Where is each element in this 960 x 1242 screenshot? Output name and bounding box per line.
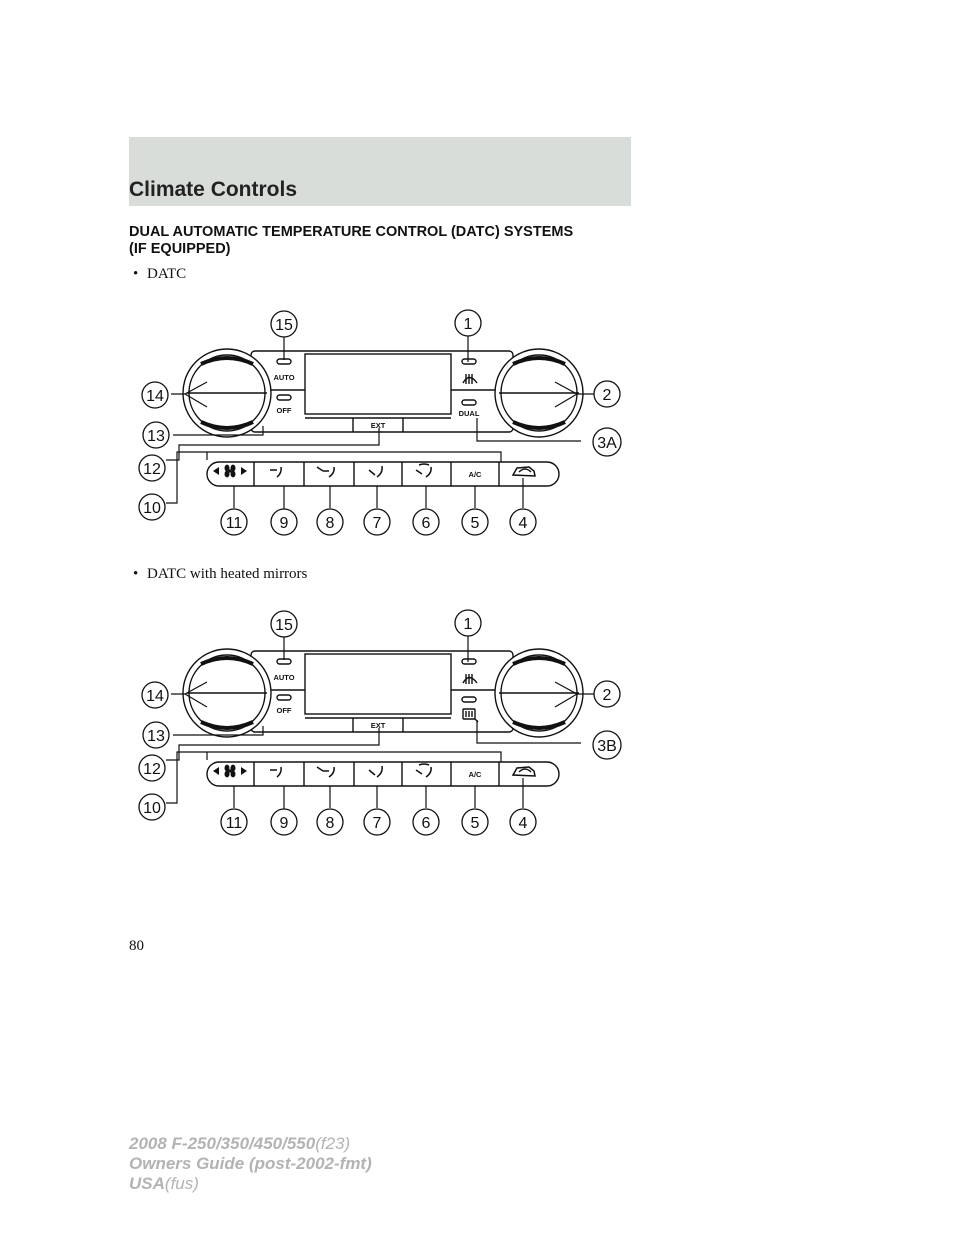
callout-6: 6 [421, 815, 431, 832]
off-button[interactable]: OFF [276, 406, 292, 415]
defrost-indicator [462, 359, 476, 364]
off-indicator [277, 695, 291, 700]
callout-7: 7 [372, 815, 382, 832]
footer-line-1: 2008 F-250/350/450/550(f23) [129, 1134, 351, 1153]
bullet-datc-text: DATC [147, 266, 187, 282]
max-recirculation-icon[interactable] [513, 467, 535, 476]
heading-line-2: (IF EQUIPPED) [129, 241, 231, 257]
max-recirculation-icon[interactable] [513, 767, 535, 776]
panel-floor-icon[interactable] [317, 467, 334, 477]
callout-5: 5 [470, 815, 480, 832]
footer-line-3: USA(fus) [129, 1174, 199, 1193]
ac-button[interactable]: A/C [468, 470, 482, 479]
callout-11: 11 [225, 815, 243, 832]
callout-1: 1 [463, 616, 473, 633]
fan-icon [225, 465, 236, 478]
callout-12: 12 [143, 461, 161, 478]
section-heading [129, 224, 573, 258]
mode-button-strip [207, 762, 559, 786]
bullet-datc-heated-mirrors: • DATC with heated mirrors [133, 566, 308, 582]
display-screen [305, 354, 451, 414]
callout-4: 4 [518, 515, 528, 532]
off-button[interactable]: OFF [276, 706, 292, 715]
off-indicator [277, 395, 291, 400]
panel-floor-icon[interactable] [317, 767, 334, 777]
callout-4: 4 [518, 815, 528, 832]
display-screen [305, 654, 451, 714]
callout-11: 11 [225, 515, 243, 532]
fan-icon [225, 765, 236, 778]
ext-button[interactable]: EXT [370, 721, 386, 730]
callout-10: 10 [143, 800, 161, 817]
footer-line-2: Owners Guide (post-2002-fmt) [129, 1154, 372, 1173]
document-footer [129, 1134, 372, 1194]
heated-mirror-indicator [462, 697, 476, 702]
callout-5: 5 [470, 515, 480, 532]
callout-1: 1 [463, 316, 473, 333]
datc-heated-mirrors-control-diagram [129, 600, 631, 845]
callout-12: 12 [143, 761, 161, 778]
callout-9: 9 [279, 815, 289, 832]
mode-button-strip [207, 462, 559, 486]
ext-button[interactable]: EXT [370, 421, 386, 430]
callout-8: 8 [325, 515, 335, 532]
callout-6: 6 [421, 515, 431, 532]
callout-7: 7 [372, 515, 382, 532]
callout-2: 2 [602, 687, 612, 704]
fan-increase-icon[interactable] [241, 767, 247, 775]
callout-3a: 3A [597, 435, 617, 452]
heading-line-1: DUAL AUTOMATIC TEMPERATURE CONTROL (DATC) SYSTEMS [129, 224, 574, 240]
rear-defrost-icon[interactable] [463, 374, 477, 384]
floor-defrost-icon[interactable] [416, 764, 431, 777]
floor-icon[interactable] [369, 466, 382, 477]
ac-button[interactable]: A/C [468, 770, 482, 779]
fan-increase-icon[interactable] [241, 467, 247, 475]
defrost-indicator [462, 659, 476, 664]
panel-vent-icon[interactable] [270, 467, 281, 477]
section-title: Climate Controls [129, 178, 298, 201]
datc-control-diagram [129, 300, 631, 545]
callout-2: 2 [602, 387, 612, 404]
auto-button[interactable]: AUTO [273, 673, 295, 682]
callout-15: 15 [275, 617, 293, 634]
floor-defrost-icon[interactable] [416, 464, 431, 477]
panel-vent-icon[interactable] [270, 767, 281, 777]
auto-button[interactable]: AUTO [273, 373, 295, 382]
heated-mirror-icon[interactable] [463, 709, 478, 722]
dual-indicator [462, 400, 476, 405]
rear-defrost-icon[interactable] [463, 674, 477, 684]
callout-15: 15 [275, 317, 293, 334]
callout-13: 13 [147, 728, 165, 745]
callout-3b: 3B [597, 738, 617, 755]
callout-14: 14 [146, 388, 164, 405]
callout-14: 14 [146, 688, 164, 705]
page-number: 80 [129, 938, 144, 954]
fan-decrease-icon[interactable] [213, 767, 219, 775]
floor-icon[interactable] [369, 766, 382, 777]
callout-13: 13 [147, 428, 165, 445]
callout-10: 10 [143, 500, 161, 517]
callout-8: 8 [325, 815, 335, 832]
callout-9: 9 [279, 515, 289, 532]
dual-button[interactable]: DUAL [458, 409, 480, 418]
bullet-datc-heated-mirrors-text: DATC with heated mirrors [147, 566, 308, 582]
fan-decrease-icon[interactable] [213, 467, 219, 475]
bullet-datc: • DATC [133, 266, 187, 282]
